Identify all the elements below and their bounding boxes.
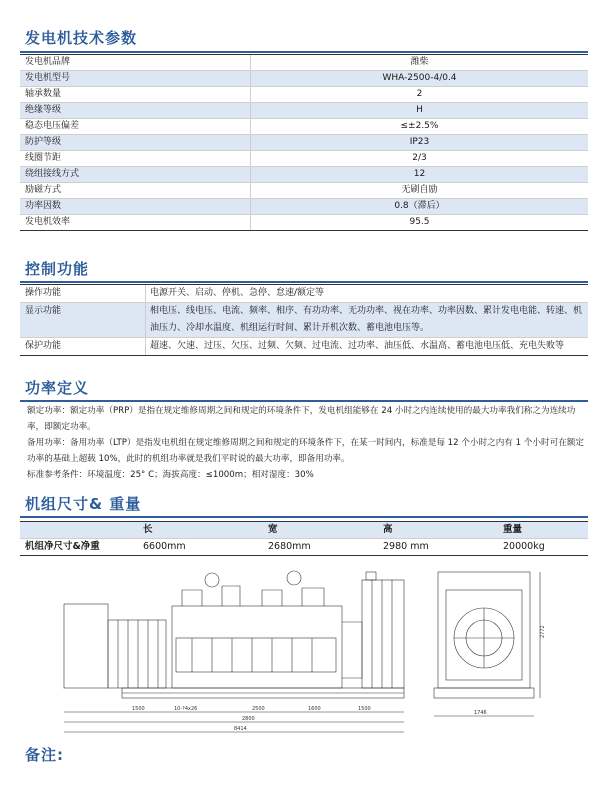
- drawing-dim-1: 1500: [132, 706, 145, 712]
- control-label: 显示功能: [20, 303, 146, 338]
- section-divider: [20, 51, 588, 53]
- power-definition-text: [27, 403, 589, 483]
- spec-row: [20, 167, 588, 183]
- spec-label: 励磁方式: [20, 183, 251, 199]
- genset-outline-drawing: [62, 566, 554, 736]
- spec-label: 防护等级: [20, 135, 251, 151]
- generator-specs-table: [20, 54, 588, 231]
- spec-value: WHA-2500-4/0.4: [251, 71, 589, 87]
- control-value: 相电压、线电压、电流、频率、相序、有功功率、无功功率、视在功率、功率因数、累计发电电能、转速、机油压力、冷却水温度、机组运行时间、累计开机次数、蓄电池电压等。: [146, 303, 589, 338]
- control-value: 超速、欠速、过压、欠压、过频、欠频、过电流、过功率、油压低、水温高、蓄电池电压低、充电失败等: [146, 338, 589, 356]
- value-height: 2980 mm: [378, 539, 498, 556]
- dimensions-value-row: [20, 539, 588, 556]
- section-divider: [20, 400, 588, 402]
- spec-row: [20, 151, 588, 167]
- spec-value: 无刷自励: [251, 183, 589, 199]
- header-width: 宽: [263, 522, 378, 539]
- control-row: [20, 303, 588, 338]
- spec-row: [20, 55, 588, 71]
- spec-label: 发电机型号: [20, 71, 251, 87]
- header-weight: 重量: [498, 522, 588, 539]
- section-title-notes: 备注:: [25, 746, 64, 764]
- reference-conditions-paragraph: 标准参考条件：环境温度：25° C；海拔高度：≤1000m；相对湿度：30%: [27, 470, 314, 480]
- spec-value: 潍柴: [251, 55, 589, 71]
- drawing-dim-end-width: 1746: [474, 710, 487, 716]
- drawing-dim-end-height: 2772: [540, 625, 546, 638]
- dimensions-header-row: [20, 522, 588, 539]
- spec-value: IP23: [251, 135, 589, 151]
- dimensions-row-label: 机组净尺寸&净重: [20, 539, 138, 556]
- spec-row: [20, 199, 588, 215]
- control-label: 保护功能: [20, 338, 146, 356]
- control-row: [20, 285, 588, 303]
- drawing-dim-3: 2500: [252, 706, 265, 712]
- control-label: 操作功能: [20, 285, 146, 303]
- section-title-dimensions-weight: 机组尺寸& 重量: [25, 495, 142, 513]
- spec-label: 稳态电压偏差: [20, 119, 251, 135]
- control-value: 电源开关、启动、停机、急停、怠速/额定等: [146, 285, 589, 303]
- spec-row: [20, 135, 588, 151]
- section-title-generator-specs: 发电机技术参数: [25, 29, 138, 47]
- spec-row: [20, 71, 588, 87]
- spec-value: 2: [251, 87, 589, 103]
- spec-label: 发电机效率: [20, 215, 251, 231]
- drawing-dim-total: 8414: [234, 726, 247, 732]
- drawing-dim-2: 10-?4x26: [174, 706, 198, 712]
- section-divider: [20, 516, 588, 518]
- spec-value: ≤±2.5%: [251, 119, 589, 135]
- value-length: 6600mm: [138, 539, 263, 556]
- prime-power-paragraph: 额定功率：额定功率（PRP）是指在规定维修周期之间和规定的环境条件下，发电机组能够在 24 小时之内连续使用的最大功率我们称之为连续功率，即额定功率。: [27, 406, 576, 432]
- spec-label: 绝缘等级: [20, 103, 251, 119]
- dimensions-header-empty: [20, 522, 138, 539]
- spec-row: [20, 183, 588, 199]
- header-length: 长: [138, 522, 263, 539]
- spec-label: 轴承数量: [20, 87, 251, 103]
- header-height: 高: [378, 522, 498, 539]
- spec-value: 12: [251, 167, 589, 183]
- control-row: [20, 338, 588, 356]
- spec-label: 绕组接线方式: [20, 167, 251, 183]
- drawing-dim-6: 2800: [242, 716, 255, 722]
- section-title-power-definition: 功率定义: [25, 379, 90, 397]
- spec-row: [20, 215, 588, 231]
- control-functions-table: [20, 284, 588, 356]
- spec-value: H: [251, 103, 589, 119]
- spec-value: 2/3: [251, 151, 589, 167]
- section-title-control-functions: 控制功能: [25, 260, 90, 278]
- spec-row: [20, 87, 588, 103]
- spec-label: 发电机品牌: [20, 55, 251, 71]
- standby-power-paragraph: 备用功率：备用功率（LTP）是指发电机组在规定维修周期之间和规定的环境条件下，在某一时间内，标准是每 12 个小时之内有 1 个小时可在额定功率的基础上超载 10%，此时的机组功率就是我们平时说的最大功率，即备用功率。: [27, 438, 584, 464]
- dimensions-table: [20, 521, 588, 556]
- value-weight: 20000kg: [498, 539, 588, 556]
- spec-label: 功率因数: [20, 199, 251, 215]
- spec-value: 0.8（滞后）: [251, 199, 589, 215]
- spec-row: [20, 119, 588, 135]
- spec-row: [20, 103, 588, 119]
- spec-value: 95.5: [251, 215, 589, 231]
- value-width: 2680mm: [263, 539, 378, 556]
- drawing-dim-5: 1500: [358, 706, 371, 712]
- spec-label: 线圈节距: [20, 151, 251, 167]
- drawing-dim-4: 1600: [308, 706, 321, 712]
- section-divider: [20, 281, 588, 283]
